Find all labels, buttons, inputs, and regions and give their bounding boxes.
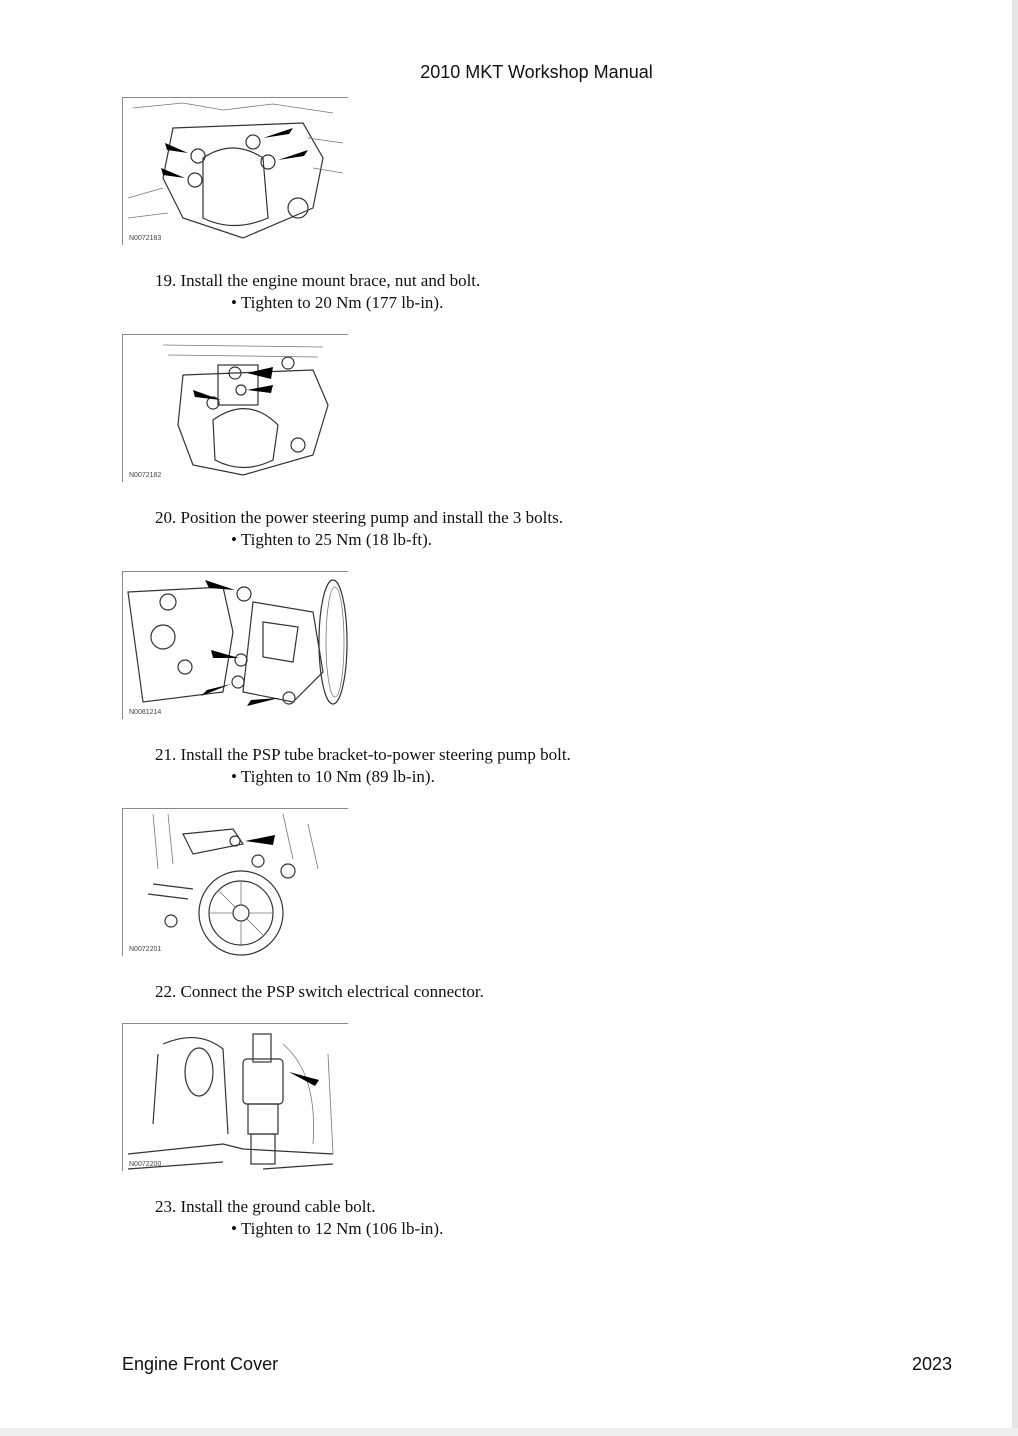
figure-engine-mount-bolts [122,97,348,245]
figure-engine-mount-brace [122,334,348,482]
step-22-text: 22. Connect the PSP switch electrical connector. [155,982,484,1001]
page-bottom [0,1428,1018,1436]
step-21-text: 21. Install the PSP tube bracket-to-power steering pump bolt. [155,745,571,764]
step-20-text: 20. Position the power steering pump and install the 3 bolts. [155,508,563,527]
figure-id: N0081214 [129,709,162,716]
page-edge [1012,0,1018,1436]
figure-id: N0072200 [129,1161,162,1168]
step-19-bullet: • Tighten to 20 Nm (177 lb-in). [231,293,444,312]
step-19-text: 19. Install the engine mount brace, nut and bolt. [155,271,481,290]
page-number: 2023 [911,1354,952,1374]
step-20-bullet: • Tighten to 25 Nm (18 lb-ft). [231,530,432,549]
figure-psp-switch-connector [122,1023,348,1171]
figure-id: N0072183 [129,235,162,242]
figure-power-steering-pump [122,571,348,719]
footer-section: Engine Front Cover [122,1354,279,1374]
figure-id: N0072201 [129,946,162,953]
page-title: 2010 MKT Workshop Manual [420,62,653,82]
figure-id: N0072182 [129,472,162,479]
step-21-bullet: • Tighten to 10 Nm (89 lb-in). [231,767,435,786]
figure-psp-tube-bracket [122,808,348,956]
step-23-bullet: • Tighten to 12 Nm (106 lb-in). [231,1219,444,1238]
step-23-text: 23. Install the ground cable bolt. [155,1197,376,1216]
